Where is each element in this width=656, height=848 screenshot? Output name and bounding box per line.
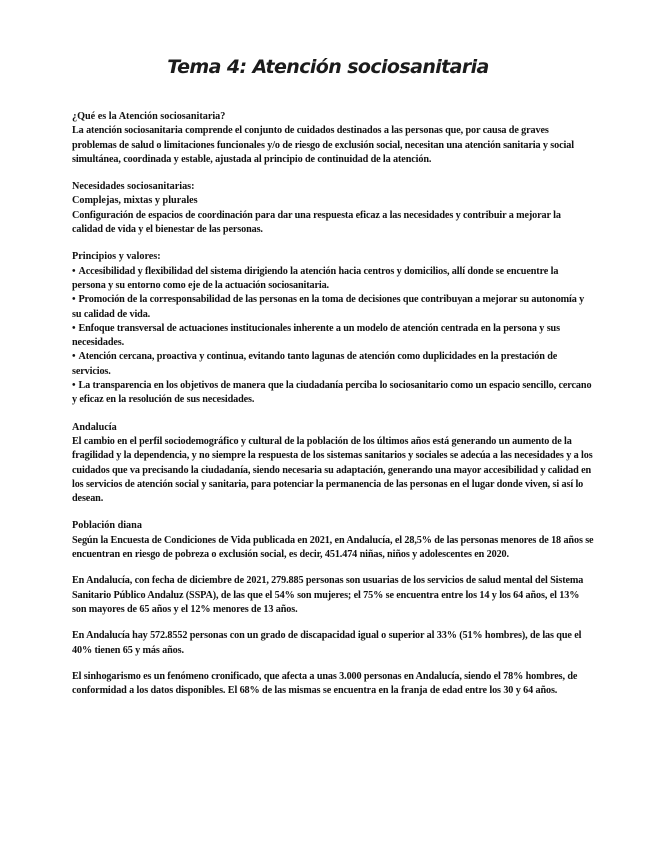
intro-text: La atención sociosanitaria comprende el conjunto de cuidados destinados a las personas que, por causa de graves problemas de salud o limitaciones funcionales y/o de riesgo de exclusión social, necesitan una atención sanitaria y social simultánea, coordinada y estable, ajustada al principio de continuidad de la atención. xyxy=(72,125,574,165)
principles-list xyxy=(72,265,594,408)
andalucia-section xyxy=(72,421,594,507)
intro-section xyxy=(72,110,594,167)
principle-item: • La transparencia en los objetivos de manera que la ciudadanía perciba lo sociosanitario como un espacio sencillo, cercano y eficaz en la resolución de sus necesidades. xyxy=(72,379,594,408)
needs-subheading: Complejas, mixtas y plurales xyxy=(72,195,198,207)
andalucia-text: El cambio en el perfil sociodemográfico y cultural de la población de los últimos años está generando un aumento de la fragilidad y la dependencia, y no siempre la respuesta de los sistemas sanitarios y sociales se adecúa a las necesidades y a los cuidados que va precisando la ciudadanía, siendo necesaria su adaptación, generando una mayor accesibilidad y calidad en los servicios de atención social y sanitaria, para potenciar la permanencia de las personas en el lugar donde viven, si así lo desean. xyxy=(72,435,593,505)
principles-section xyxy=(72,250,594,407)
needs-section xyxy=(72,180,594,237)
principles-heading: Principios y valores: xyxy=(72,251,161,263)
population-paragraph: En Andalucía, con fecha de diciembre de 2021, 279.885 personas son usuarias de los servicios de salud mental del Sistema Sanitario Público Andaluz (SSPA), de las que el 54% son mujeres; el 75% se encuentra entre los 14 y los 64 años, el 13% son mayores de 65 años y el 12% menores de 13 años. xyxy=(72,575,584,615)
population-paragraph: Según la Encuesta de Condiciones de Vida publicada en 2021, en Andalucía, el 28,5% de las personas menores de 18 años se encuentran en riesgo de pobreza o exclusión social, es decir, 451.474 niñas, niños y adolescentes en 2020. xyxy=(72,534,594,561)
document-body xyxy=(72,110,594,711)
principle-item: • Enfoque transversal de actuaciones institucionales inherente a un modelo de atención centrada en la persona y sus necesidades. xyxy=(72,322,594,351)
needs-heading: Necesidades sociosanitarias: xyxy=(72,181,195,193)
population-heading: Población diana xyxy=(72,520,142,532)
principle-item: • Accesibilidad y flexibilidad del sistema dirigiendo la atención hacia centros y domicilios, allí donde se encuentre la persona y su entorno como eje de la actuación sociosanitaria. xyxy=(72,265,594,294)
principle-item: • Promoción de la corresponsabilidad de las personas en la toma de decisiones que contribuyan a mejorar su autonomía y su calidad de vida. xyxy=(72,293,594,322)
population-section xyxy=(72,519,594,698)
principle-item: • Atención cercana, proactiva y continua, evitando tanto lagunas de atención como duplicidades en la prestación de servicios. xyxy=(72,350,594,379)
needs-text: Configuración de espacios de coordinación para dar una respuesta eficaz a las necesidades y contribuir a mejorar la calidad de vida y el bienestar de las personas. xyxy=(72,209,561,236)
population-paragraph: El sinhogarismo es un fenómeno cronificado, que afecta a unas 3.000 personas en Andalucía, siendo el 78% hombres, de conformidad a los datos disponibles. El 68% de las mismas se encuentra en la franja de edad entre los 30 y 64 años. xyxy=(72,670,578,697)
page-title: Tema 4: Atención sociosanitaria xyxy=(167,56,489,78)
intro-question: ¿Qué es la Atención sociosanitaria? xyxy=(72,111,226,122)
andalucia-heading: Andalucía xyxy=(72,421,117,433)
population-paragraph: En Andalucía hay 572.8552 personas con un grado de discapacidad igual o superior al 33% (51% hombres), de las que el 40% tienen 65 y más años. xyxy=(72,630,582,656)
